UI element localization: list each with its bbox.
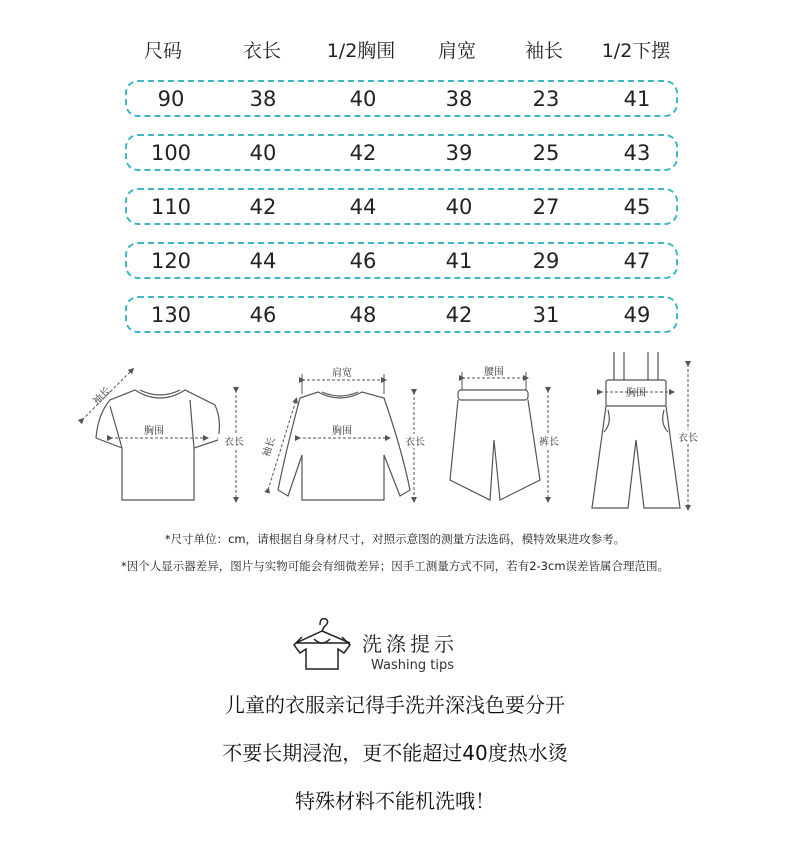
cell-half-hem: 45 bbox=[623, 195, 651, 219]
cell-size: 90 bbox=[157, 87, 185, 111]
cell-half-chest: 42 bbox=[349, 141, 377, 165]
cell-size: 130 bbox=[150, 303, 192, 327]
tshirt-chest-label: 胸围 bbox=[144, 426, 164, 437]
sweater-length-label: 衣长 bbox=[405, 437, 425, 448]
cell-shoulder: 41 bbox=[445, 249, 473, 273]
cell-half-hem: 43 bbox=[623, 141, 651, 165]
header-size: 尺码 bbox=[143, 40, 182, 62]
cell-length: 40 bbox=[249, 141, 277, 165]
cell-half-hem: 41 bbox=[623, 87, 651, 111]
cell-half-chest: 46 bbox=[349, 249, 377, 273]
shorts-length-label: 裤长 bbox=[539, 437, 559, 448]
size-row bbox=[125, 242, 678, 279]
overalls-chest-label: 胸围 bbox=[626, 388, 646, 399]
cell-half-hem: 47 bbox=[623, 249, 651, 273]
washing-tip: 特殊材料不能机洗哦！ bbox=[295, 789, 495, 813]
cell-length: 44 bbox=[249, 249, 277, 273]
washing-subtitle: Washing tips bbox=[371, 658, 454, 673]
shorts-waist-label: 腰围 bbox=[484, 367, 504, 378]
header-shoulder: 肩宽 bbox=[437, 40, 476, 62]
cell-shoulder: 39 bbox=[445, 141, 473, 165]
cell-half-chest: 48 bbox=[349, 303, 377, 327]
size-note-disclaimer: *因个人显示器差异，图片与实物可能会有细微差异；因手工测量方式不同，若有2-3cm误差皆属合理范围。 bbox=[120, 559, 670, 573]
tshirt-length-label: 衣长 bbox=[224, 437, 244, 448]
washing-tip: 不要长期浸泡，更不能超过40度热水烫 bbox=[222, 741, 568, 765]
cell-half-chest: 44 bbox=[349, 195, 377, 219]
sweater-sleeve-label: 袖长 bbox=[261, 436, 278, 459]
hanger-shirt-icon bbox=[290, 615, 354, 673]
cell-sleeve: 27 bbox=[532, 195, 560, 219]
header-length: 衣长 bbox=[242, 40, 281, 62]
header-half-chest: 1/2胸围 bbox=[326, 40, 396, 62]
size-row bbox=[125, 134, 678, 171]
cell-shoulder: 42 bbox=[445, 303, 473, 327]
overalls-icon bbox=[592, 352, 680, 508]
tshirt-icon bbox=[96, 390, 219, 500]
cell-sleeve: 25 bbox=[532, 141, 560, 165]
sweater-icon bbox=[278, 392, 410, 500]
cell-length: 46 bbox=[249, 303, 277, 327]
tshirt-sleeve-label: 袖长 bbox=[91, 385, 114, 408]
cell-half-chest: 40 bbox=[349, 87, 377, 111]
measurement-diagrams bbox=[0, 350, 790, 520]
cell-size: 120 bbox=[150, 249, 192, 273]
cell-length: 38 bbox=[249, 87, 277, 111]
cell-shoulder: 40 bbox=[445, 195, 473, 219]
shorts-icon bbox=[450, 390, 540, 500]
sweater-shoulder-label: 肩宽 bbox=[332, 368, 352, 379]
cell-size: 110 bbox=[150, 195, 192, 219]
cell-size: 100 bbox=[150, 141, 192, 165]
cell-shoulder: 38 bbox=[445, 87, 473, 111]
washing-tip: 儿童的衣服亲记得手洗并深浅色要分开 bbox=[225, 693, 565, 717]
size-row bbox=[125, 296, 678, 333]
size-note-unit: *尺寸单位：cm，请根据自身身材尺寸，对照示意图的测量方法选码，模特效果进攻参考。 bbox=[164, 532, 626, 546]
sweater-chest-label: 胸围 bbox=[332, 426, 352, 437]
cell-sleeve: 29 bbox=[532, 249, 560, 273]
cell-half-hem: 49 bbox=[623, 303, 651, 327]
header-sleeve: 袖长 bbox=[524, 40, 563, 62]
size-table-header bbox=[0, 36, 790, 62]
cell-length: 42 bbox=[249, 195, 277, 219]
size-row bbox=[125, 80, 678, 117]
header-half-hem: 1/2下摆 bbox=[601, 40, 671, 62]
cell-sleeve: 31 bbox=[532, 303, 560, 327]
cell-sleeve: 23 bbox=[532, 87, 560, 111]
washing-title: 洗涤提示 bbox=[362, 632, 458, 656]
overalls-length-label: 衣长 bbox=[678, 433, 698, 444]
size-row bbox=[125, 188, 678, 225]
